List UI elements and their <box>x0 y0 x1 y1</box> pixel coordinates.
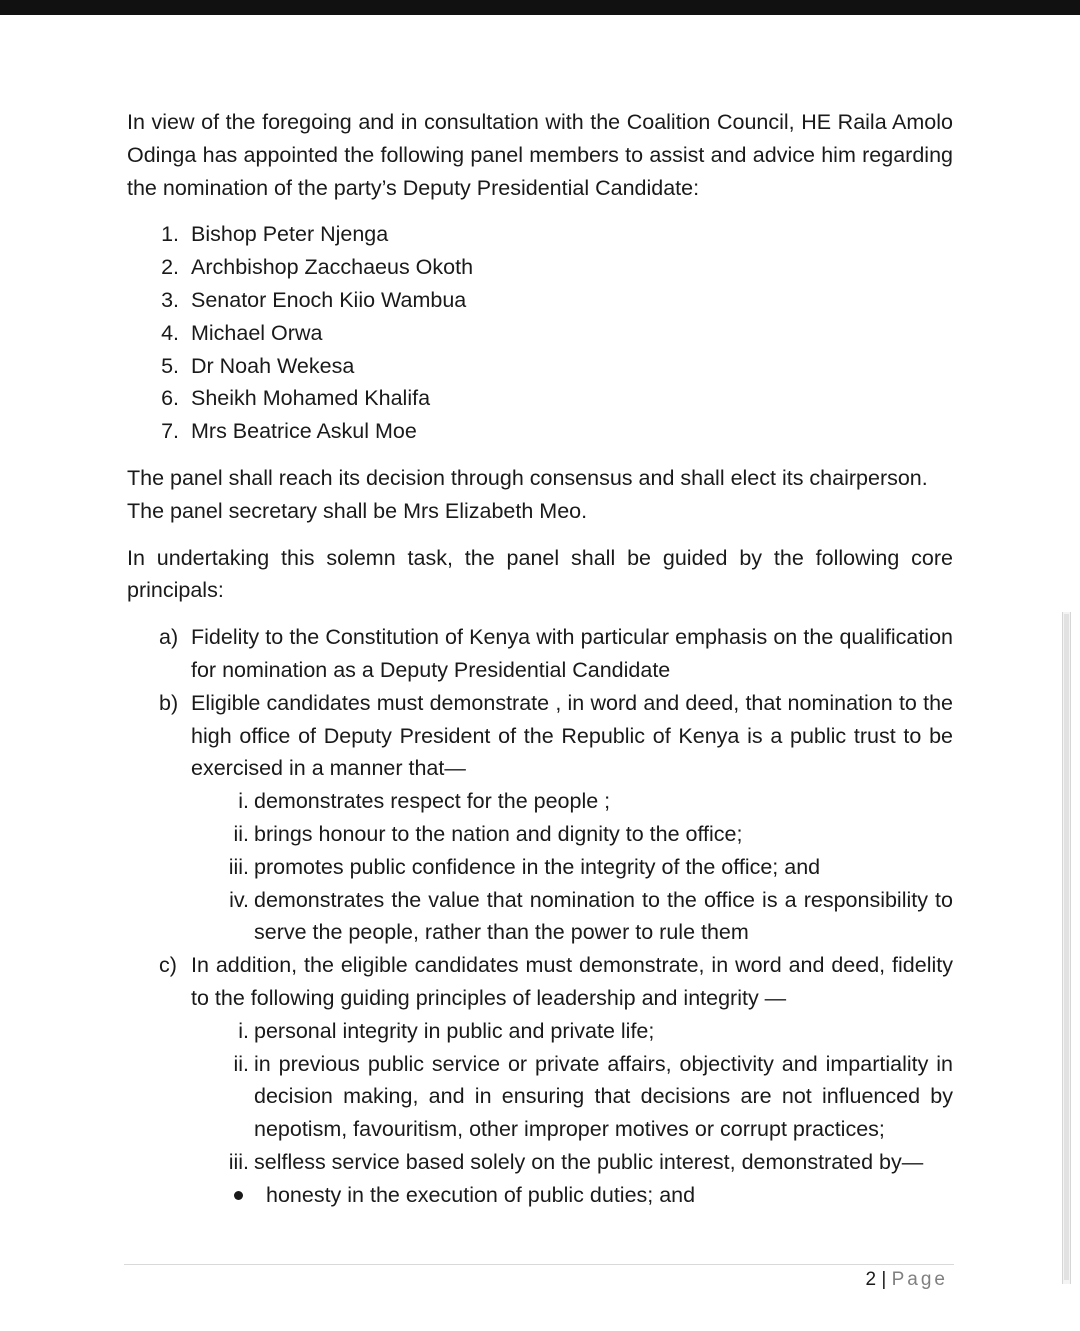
scrollbar-thumb[interactable] <box>1064 614 1069 1280</box>
panel-member-name: Mrs Beatrice Askul Moe <box>191 419 417 444</box>
panel-member-name: Senator Enoch Kiio Wambua <box>191 287 467 312</box>
list-marker: 1. <box>161 222 179 247</box>
sub-item-text: promotes public confidence in the integrity of the office; and <box>254 854 821 879</box>
page-footer <box>700 1268 948 1292</box>
panel-member-name: Dr Noah Wekesa <box>191 353 355 378</box>
principle-c-sublist <box>191 1015 953 1179</box>
list-marker: iv. <box>229 887 249 912</box>
principle-c <box>127 949 953 1211</box>
sub-item-text: in previous public service or private affairs, objectivity and impartiality in decision making, and in ensuring that decisions are not influenced by nepotism, favouritism, other improper motives or corrupt practices; <box>254 1051 953 1142</box>
principle-b <box>127 687 953 949</box>
panel-members-list <box>127 218 953 448</box>
list-marker: 6. <box>161 386 179 411</box>
principle-text: In addition, the eligible candidates must demonstrate, in word and deed, fidelity to the following guiding principles of leadership and integrity — <box>191 953 953 1010</box>
list-item <box>127 317 953 350</box>
list-marker: 2. <box>161 255 179 280</box>
sub-item-text: demonstrates respect for the people ; <box>254 789 611 814</box>
list-marker: 4. <box>161 320 179 345</box>
bullet-icon <box>234 1191 243 1200</box>
list-marker: iii. <box>228 1149 249 1174</box>
sub-item-text: brings honour to the nation and dignity to the office; <box>254 821 743 846</box>
list-item <box>191 1146 953 1179</box>
top-toolbar-strip <box>0 0 1080 15</box>
list-item <box>127 218 953 251</box>
list-marker: iii. <box>228 854 249 879</box>
principle-text: Fidelity to the Constitution of Kenya with particular emphasis on the qualification for nomination as a Deputy Presidential Candidate <box>191 625 953 682</box>
list-item <box>191 785 953 818</box>
footer-divider <box>124 1264 954 1265</box>
list-marker: c) <box>159 953 177 978</box>
sub-item-text: personal integrity in public and private life; <box>254 1018 655 1043</box>
list-item <box>127 350 953 383</box>
sub-item-text: demonstrates the value that nomination to the office is a responsibility to serve the people, rather than the power to rule them <box>254 887 953 945</box>
list-item <box>191 884 953 950</box>
list-item <box>191 1048 953 1146</box>
list-marker: i. <box>238 1018 249 1043</box>
list-marker: 3. <box>161 287 179 312</box>
panel-member-name: Sheikh Mohamed Khalifa <box>191 386 431 411</box>
list-marker: a) <box>159 625 179 650</box>
list-item <box>191 851 953 884</box>
page-label: Page <box>891 1269 948 1290</box>
bullet-text: honesty in the execution of public duties; and <box>266 1182 696 1207</box>
panel-member-name: Bishop Peter Njenga <box>191 222 389 247</box>
principles-list <box>127 621 953 1211</box>
vertical-scrollbar[interactable] <box>1062 612 1071 1284</box>
list-marker: 7. <box>161 419 179 444</box>
principles-intro-paragraph: In undertaking this solemn task, the panel shall be guided by the following core principals: <box>127 545 953 603</box>
panel-decision-paragraph: The panel shall reach its decision through consensus and shall elect its chairperson. The panel secretary shall be Mrs Elizabeth Meo. <box>127 465 928 523</box>
page-separator: | <box>881 1269 887 1290</box>
list-item <box>127 284 953 317</box>
intro-paragraph: In view of the foregoing and in consultation with the Coalition Council, HE Raila Amolo Odinga has appointed the following panel members to assist and advice him regarding the nomination of the party’s Deputy Presidential Candidate: <box>127 110 953 200</box>
list-item <box>191 1015 953 1048</box>
principle-b-sublist <box>191 785 953 949</box>
document-page-body <box>127 106 953 1212</box>
sub-item-text: selfless service based solely on the public interest, demonstrated by— <box>254 1149 924 1174</box>
list-marker: ii. <box>233 821 249 846</box>
list-marker: 5. <box>161 353 179 378</box>
principle-a <box>127 621 953 687</box>
list-marker: b) <box>159 690 179 715</box>
principle-c-bullets <box>191 1179 953 1212</box>
panel-member-name: Michael Orwa <box>191 320 323 345</box>
list-item <box>127 251 953 284</box>
page-number: 2 <box>865 1269 877 1290</box>
list-item <box>127 382 953 415</box>
list-item <box>191 1179 953 1212</box>
list-marker: i. <box>238 789 249 814</box>
panel-member-name: Archbishop Zacchaeus Okoth <box>191 255 474 280</box>
list-item <box>191 818 953 851</box>
principle-text: Eligible candidates must demonstrate , in word and deed, that nomination to the high office of Deputy President of the Republic of Kenya is a public trust to be exercised in a manner that— <box>191 690 953 781</box>
list-marker: ii. <box>233 1051 249 1076</box>
list-item <box>127 415 953 448</box>
